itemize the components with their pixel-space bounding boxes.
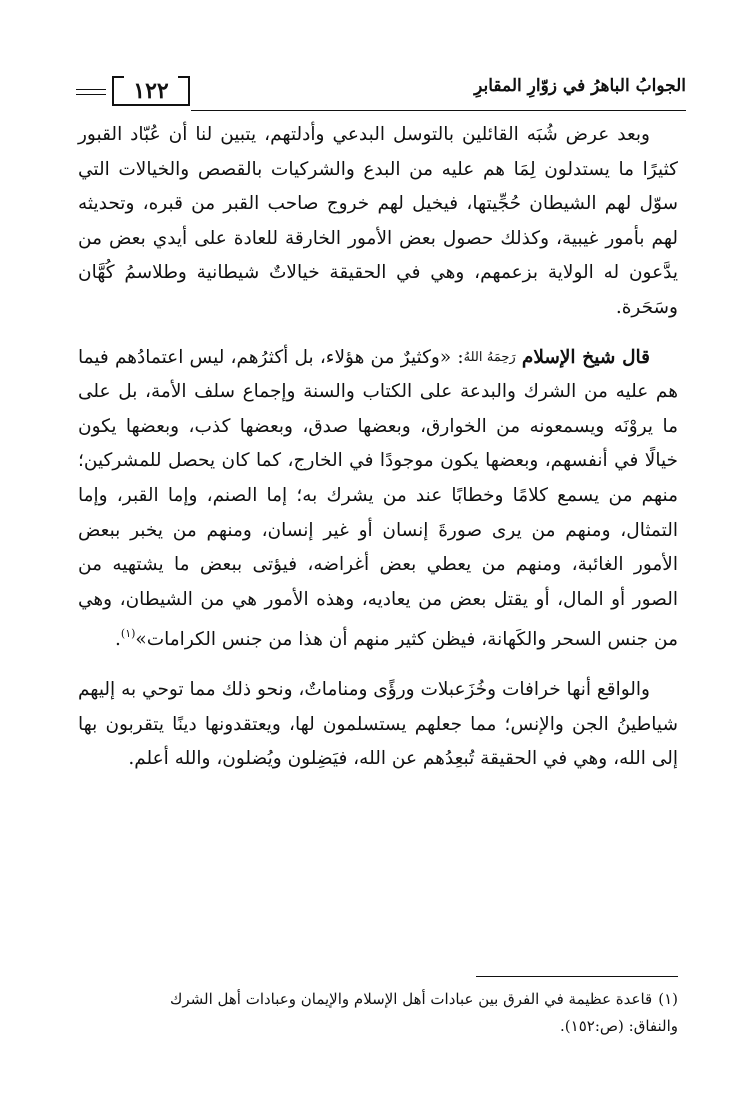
paragraph-text: وبعد عرض شُبَه القائلين بالتوسل البدعي وأدلتهم، يتبين لنا أن عُبّاد القبور كثيرًا ما يستدلون لِمَا هم عليه من البدع والشركيات بالقصص والخيالات التي سوّل لهم الشيطان حُجِّيتها، فيخيل لهم خروج صاحب القبر من قبره، وتحديثه لهم بأمور غيبية، وكذلك حصول بعض الأمور الخارقة للعادة على أيدي بعض من يدَّعون له الولاية بزعمهم، وهي في الحقيقة خيالاتٌ شيطانية وطلاسمُ كُهَّان وسَحَرة. (78, 124, 678, 318)
header-double-line-ornament (76, 89, 106, 95)
page-number: ١٢٢ (112, 78, 190, 106)
paragraph-text: والواقع أنها خرافات وخُزَعبلات ورؤًى ومناماتٌ، ونحو ذلك مما توحي به إليهم شياطينُ الجن والإنس؛ مما جعلهم يستسلمون لها، ويعتقدونها دينًا يتقربون بها إلى الله، وهي في الحقيقة تُبعِدُهم عن الله، فيَضِلون ويُضلون، والله أعلم. (78, 678, 678, 770)
footnote-reference[interactable]: (١) (120, 627, 136, 641)
paragraph-quote (78, 341, 678, 658)
paragraph-conclusion (78, 673, 678, 777)
footnote-number: (١) (658, 990, 678, 1008)
running-header (76, 72, 686, 112)
footnote-line (78, 986, 678, 1013)
book-title: الجوابُ الباهرُ في زوّارِ المقابرِ (474, 76, 686, 96)
honorific-symbol: رَحِمَهُ اللهُ (463, 349, 516, 365)
footnote-line (78, 1013, 678, 1040)
main-text (78, 118, 678, 777)
paragraph-text: : «وكثيرٌ من هؤلاء، بل أكثرُهم، ليس اعتمادُهم فيما هم عليه من الشرك والبدعة على الكتاب والسنة وإجماع سلف الأمة، بل على ما يروْنَه ويسمعونه من الخوارق، وبعضها صدق، وبعضها كذب، وبعضها يكون خيالًا في أنفسهم، وبعضها يكون موجودًا في الخارج، كما كان يحصل للمشركين؛ منهم من يسمع كلامًا وخطابًا عند من يشرك به؛ إما الصنم، وإما القبر، وإما التمثال، ومنهم من يرى صورةَ إنسان أو غير إنسان، ومنهم من يخبر ببعض الأمور الغائبة، ومنهم من يعطي بعض أغراضه، فيؤتى ببعض ما يشتهيه من الصور أو المال، أو يقتل بعض من يعاديه، وهذه الأمور هي من الشيطان، وهي من جنس السحر والكَهانة، فيظن كثير منهم أن هذا من جنس الكرامات» (78, 346, 678, 651)
footnote (78, 986, 678, 1040)
footnote-text: قاعدة عظيمة في الفرق بين عبادات أهل الإسلام والإيمان وعبادات أهل الشرك (169, 990, 653, 1008)
paragraph-tail: . (115, 629, 121, 651)
footnote-text: والنفاق: (ص:١٥٢). (560, 1017, 678, 1035)
header-rule (191, 110, 686, 111)
quote-attribution: قال شيخ الإسلام (521, 346, 650, 368)
footnote-separator (476, 976, 678, 977)
paragraph-intro (78, 118, 678, 326)
